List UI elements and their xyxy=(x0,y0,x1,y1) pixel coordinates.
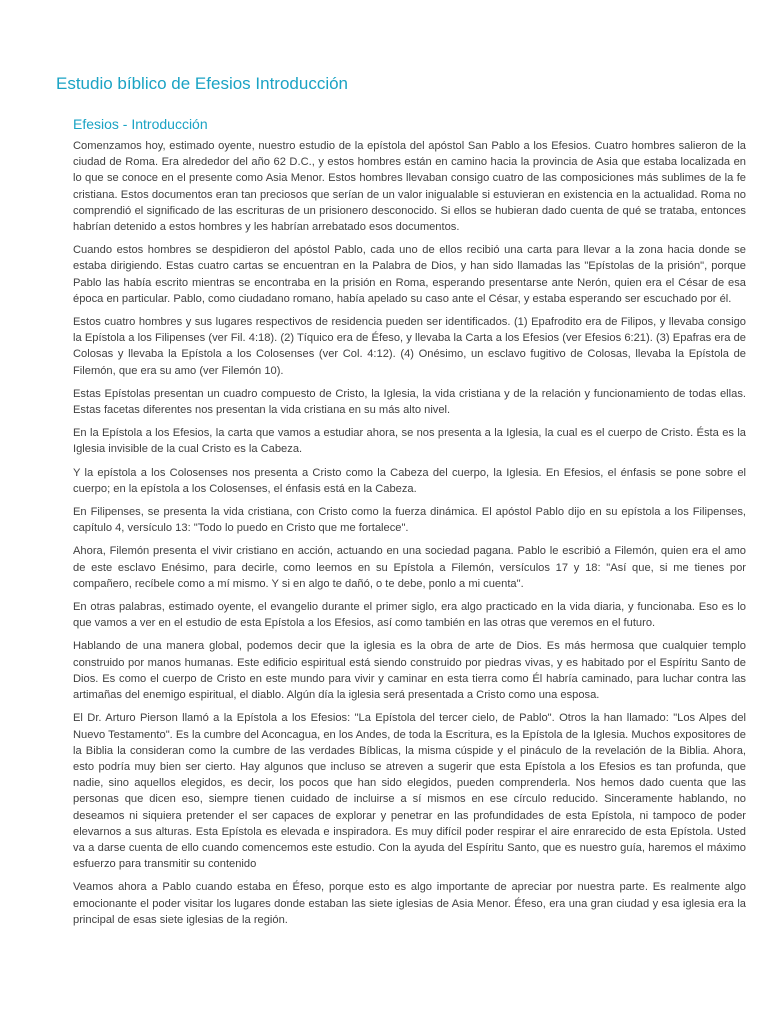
paragraph: En la Epístola a los Efesios, la carta que vamos a estudiar ahora, se nos presenta a la Iglesia, la cual es el cuerpo de Cristo. Ésta es la Iglesia invisible de la cual Cristo es la Cabeza. xyxy=(73,427,746,456)
paragraph: En Filipenses, se presenta la vida cristiana, con Cristo como la fuerza dinámica. El apóstol Pablo dijo en su epístola a los Filipenses, capítulo 4, versículo 13: "Todo lo puedo en Cristo que me fortalece". xyxy=(73,506,746,535)
paragraph: Cuando estos hombres se despidieron del apóstol Pablo, cada uno de ellos recibió una carta para llevar a la zona hacia donde se estaba dirigiendo. Estas cuatro cartas se encuentran en la Palabra de Dios, y han sido llamadas las "Epístolas de la prisión", porque Pablo las había escrito mientras se encontraba en la prisión en Roma, esperando presentarse ante Nerón, quien era el César de esa época en particular. Pablo, como ciudadano romano, había apelado su caso ante el César, y estaba esperando ser escuchado por él. xyxy=(73,244,746,305)
paragraph: Estos cuatro hombres y sus lugares respectivos de residencia pueden ser identificados. (1) Epafrodito era de Filipos, y llevaba consigo la Epístola a los Filipenses (ver Fil. 4:18). (2) Tíquico era de Éfeso, y llevaba la Carta a los Efesios (ver Efesios 6:21). (3) Epafras era de Colosas y llevaba la Epístola a los Colosenses (ver Col. 4:12). (4) Onésimo, un esclavo fugitivo de Colosas, llevaba la Epístola de Filemón, que era su amo (ver Filemón 10). xyxy=(73,316,746,377)
paragraph: Hablando de una manera global, podemos decir que la iglesia es la obra de arte de Dios. Es más hermosa que cualquier templo construido por manos humanas. Este edificio espiritual está siendo construido por piedras vivas, y es habitado por el Espíritu Santo de Dios. Es como el cuerpo de Cristo en este mundo para vivir y caminar en esta tierra como Él habría caminado, para luchar contra las artimañas del enemigo espiritual, el diablo. Algún día la iglesia será presentada a Cristo como una esposa. xyxy=(73,640,746,702)
paragraph: Y la epístola a los Colosenses nos presenta a Cristo como la Cabeza del cuerpo, la Iglesia. En Efesios, el énfasis se pone sobre el cuerpo; en la epístola a los Colosenses, el énfasis está en la Cabeza. xyxy=(73,466,746,495)
page-title: Estudio bíblico de Efesios Introducción xyxy=(56,74,349,93)
paragraph: Ahora, Filemón presenta el vivir cristiano en acción, actuando en una sociedad pagana. Pablo le escribió a Filemón, quien era el amo de este esclavo Enésimo, para decirle, como leemos en su Epístola a Filemón, versículos 17 y 18: "Así que, si me tienes por compañero, recíbele como a mí mismo. Y si en algo te dañó, o te debe, ponlo a mi cuenta". xyxy=(73,545,746,590)
paragraph: En otras palabras, estimado oyente, el evangelio durante el primer siglo, era algo practicado en la vida diaria, y funcionaba. Eso es lo que vamos a ver en el estudio de esta Epístola a los Efesios, así como también en las otras que veremos en el futuro. xyxy=(73,601,746,630)
paragraph: El Dr. Arturo Pierson llamó a la Epístola a los Efesios: "La Epístola del tercer cielo, de Pablo". Otros la han llamado: "Los Alpes del Nuevo Testamento". Es la cumbre del Aconcagua, en los Andes, de toda la Escritura, es la Epístola de la Iglesia. Muchos expositores de la Biblia la consideran como la cumbre de las verdades Bíblicas, la misma cúspide y el pináculo de la revelación de la Biblia. Ahora, esto podría muy bien ser cierto. Hay algunos que incluso se atreven a sugerir que esta Epístola a los Efesios es tan profunda, que nadie, sino aquellos elegidos, es decir, los pocos que han sido elegidos, pueden comprenderla. Nos hemos dado cuenta que las personas que dicen eso, siempre tienen cuidado de incluirse a sí mismos en ese círculo reducido. Sinceramente hablando, no deseamos ni siquiera pretender el ser capaces de explorar y penetrar en las profundidades de esta Epístola, ni tampoco de poder elevarnos a sus alturas. Esta Epístola es elevada e inspiradora. Es muy difícil poder respirar el aire enrarecido de esta Epístola. Usted va a darse cuenta de ello cuando comencemos este estudio. Con la ayuda del Espíritu Santo, que es nuestro guía, haremos el máximo esfuerzo para transmitir su contenido xyxy=(73,712,746,871)
article-body xyxy=(73,138,746,928)
paragraph: Comenzamos hoy, estimado oyente, nuestro estudio de la epístola del apóstol San Pablo a los Efesios. Cuatro hombres salieron de la ciudad de Roma. Era alrededor del año 62 D.C., y estos hombres están en camino hacia la provincia de Asia que estaba localizada en lo que se conoce en el presente como Asia Menor. Estos hombres llevaban consigo cuatro de las composiciones más sublimes de la fe cristiana. Estos documentos eran tan preciosos que serían de un valor inigualable si estuvieran en existencia en la actualidad. Roma no comprendió el significado de las escrituras de un prisionero desconocido. Si ellos se hubieran dado cuenta de qué se trataba, entonces habrían detenido a estos hombres y les habrían arrebatado esos documentos. xyxy=(73,140,746,234)
paragraph: Estas Epístolas presentan un cuadro compuesto de Cristo, la Iglesia, la vida cristiana y de la relación y funcionamiento de todas ellas. Estas facetas diferentes nos presentan la vida cristiana en su más alto nivel. xyxy=(73,387,746,417)
paragraph: Veamos ahora a Pablo cuando estaba en Éfeso, porque esto es algo importante de apreciar por nuestra parte. Es realmente algo emocionante el poder visitar los lugares donde estaban las siete iglesias de Asia Menor. Éfeso, era una gran ciudad y esa iglesia era la principal de esas siete iglesias de la región. xyxy=(73,881,746,926)
section-title: Efesios - Introducción xyxy=(73,116,208,132)
